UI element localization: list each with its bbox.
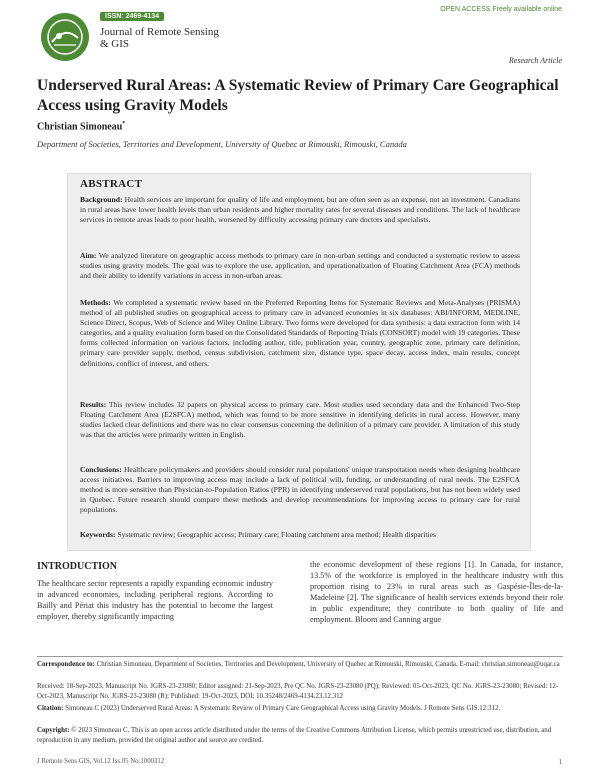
abstract-aim: [80, 251, 520, 281]
background-text: Health services are important for quality of life and employment, but are often seen as an expense, not an investment. Canadians in rural areas have lower health levels than urban residents and higher mortality rates for several diseases and conditions. The lack of healthcare services in remote areas leads to poor health, worsened by difficulty accessing primary care doctors and specialists.: [80, 195, 520, 225]
affiliation: Department of Societies, Territories and Development, University of Quebec at Rimouski, Rimouski, Canada: [37, 139, 407, 149]
dates-note: Received: 18-Sep-2023, Manuscript No. JGRS-23-23080; Editor assigned: 21-Sep-2023, Pre QC No. JGRS-23-23080 (PQ); Reviewed: 05-Oct-2023, QC No. JGRS-23-23080; Revised: 12-Oct-2023, Manuscript No. JGRS-23-23080 (R); Published: 19-Oct-2023, DOI: 10.35248/2469-4134.23.12.312: [37, 683, 559, 700]
copyright-note: [37, 726, 563, 745]
article-type: Research Article: [508, 56, 562, 65]
correspondence-note: [37, 660, 563, 670]
citation-note: [37, 704, 563, 714]
abstract-methods: [80, 298, 520, 369]
results-label: Results:: [80, 400, 107, 409]
footer-journal-ref: J Remote Sens GIS, Vol.12 Iss.05 No:1000312: [37, 758, 165, 765]
page-number: 1: [558, 758, 562, 766]
abstract-keywords: [80, 530, 520, 540]
background-label: Background:: [80, 195, 123, 204]
abstract-conclusions: [80, 465, 520, 515]
author-name: [37, 121, 125, 132]
results-text: This review includes 32 papers on physical access to primary care. Most studies used secondary data and the Enhanced Two-Step Floating Catchment Area (E2SFCA) method, which was found to be more sensitive in identifying deficits in rural access. However, many studies lacked clear definitions and there was no clear consensus concerning the definition of a primary care provider. A limitation of this study was that the articles were primarily written in English.: [80, 400, 520, 440]
abstract-results: [80, 400, 520, 440]
keywords-label: Keywords:: [80, 530, 116, 539]
footnote-divider: [37, 656, 563, 657]
journal-logo-icon: [40, 12, 90, 62]
paper-title: Underserved Rural Areas: A Systematic Review of Primary Care Geographical Access using Gravity Models: [37, 77, 559, 114]
introduction-column-2: the economic development of these regions [1]. In Canada, for instance, 13.5% of the workforce is employed in the healthcare industry with this proportion rising to 23% in rural areas such as Gaspésie-Îles-de-la-Madeleine [2]. The significance of health services extends beyond their role in public expenditure; they contribute to both quality of life and employment. Bloom and Canning argue: [310, 560, 563, 625]
journal-name: Journal of Remote Sensing & GIS: [100, 26, 219, 50]
methods-text: We completed a systematic review based on the Preferred Reporting Items for Systematic Reviews and Meta-Analyses (PRISMA) method of all published studies on geographical access to primary care in advanced economies in six databases: ABI/INFORM, MEDLINE, Science Direct, Scopus, Web of Science and Wiley Online Library. Two forms were developed for data synthesis: a data extraction form with 14 categories, and a quality evaluation form based on the Consolidated Standards of Reporting Trials (CONSORT) model with 19 categories. These forms collected information on various factors, including author, title, publication year, country, geographic zone, primary care definition, primary care provider supply, method, census subdivision, catchment size, distance type, space decay, access index, main results, concept definitions, conflict of interest, and others.: [80, 298, 520, 368]
copyright-text: © 2023 Simoneau C. This is an open access article distributed under the terms of the Creative Commons Attribution License, which permits unrestricted use, distribution, and reproduction in any medium, provided the original author and source are credited.: [37, 727, 552, 744]
open-access-text: OPEN ACCESS Freely available online: [440, 6, 562, 13]
correspondence-text: Christian Simoneau, Department of Societies, Territories and Development, University of Quebec at Rimouski, Rimouski, Canada, E-mail: christian.simoneau@uqar.ca: [96, 661, 560, 668]
conclusions-label: Conclusions:: [80, 465, 122, 474]
author-text: Christian Simoneau: [37, 121, 123, 133]
abstract-heading: ABSTRACT: [80, 178, 143, 190]
correspondence-label: Correspondence to:: [37, 661, 95, 668]
keywords-text: Systematic review; Geographic access; Primary care; Floating catchment area method; Health disparities: [117, 530, 436, 539]
open-access-label: [440, 6, 562, 13]
citation-label: Citation:: [37, 705, 64, 712]
abstract-background: [80, 195, 520, 225]
introduction-heading: INTRODUCTION: [37, 561, 118, 572]
aim-label: Aim:: [80, 251, 97, 260]
author-mark: *: [122, 121, 126, 127]
methods-label: Methods:: [80, 298, 111, 307]
conclusions-text: Healthcare policymakers and providers should consider rural populations' unique transportation needs when designing healthcare access initiatives. Barriers to improving access may include a lack of political will, funding, or understanding of rural needs. The E2SFCA method is more sensitive than Physician-to-Population Ratios (PPR) in identifying underserved rural populations, but has not been widely used in Quebec. Future research should compare these methods and develop recommendations for improving access to primary care for rural populations.: [80, 465, 520, 515]
introduction-column-1: The healthcare sector represents a rapidly expanding economic industry in advanced economies, including peripheral regions. According to Bailly and Périat this industry has the potential to become the largest employer, thereby significantly impacting: [37, 579, 273, 622]
copyright-label: Copyright:: [37, 727, 70, 734]
citation-text: Simoneau C (2023) Underserved Rural Areas: A Systematic Review of Primary Care Geographical Access using Gravity Models. J Remote Sens GIS.12:312.: [65, 705, 501, 712]
issn-badge: ISSN: 2469-4134: [100, 12, 164, 21]
aim-text: We analyzed literature on geographic access methods to primary care in non-urban settings and conducted a systematic review to assess studies using gravity models. The goal was to explore the use, application, and operationalization of Floating Catchment Area (FCA) methods and their ability to identify variations in access in non-urban areas.: [80, 251, 521, 281]
